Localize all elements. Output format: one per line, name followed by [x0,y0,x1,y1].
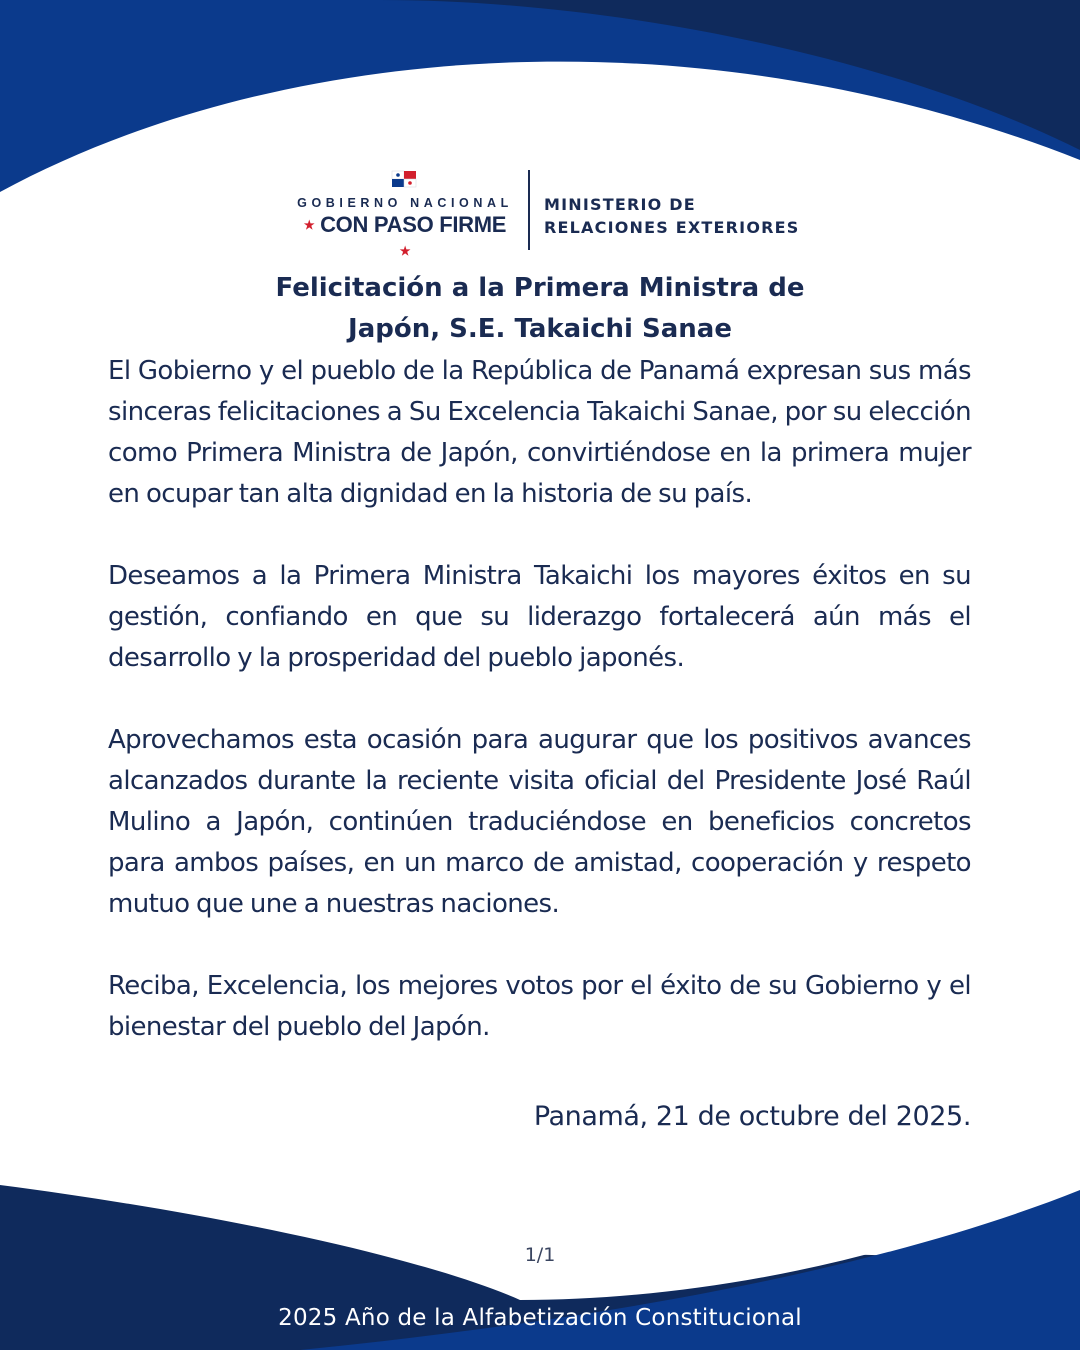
document-body [108,351,971,1048]
logo-divider [528,170,530,250]
title-line-2: Japón, S.E. Takaichi Sanae [348,314,732,344]
paragraph-3: Aprovechamos esta ocasión para augurar que los positivos avances alcanzados durante la reciente visita oficial del Presidente José Raúl Mulino a Japón, continúen traduciéndose en beneficios concretos para ambos países, en un marco de amistad, cooperación y respeto mutuo que une a nuestras naciones. [108,725,971,919]
document-date: Panamá, 21 de octubre del 2025. [533,1101,971,1132]
star-icon: ★ [303,218,315,232]
logo-flag [0,168,1080,258]
ministry-name-line1: MINISTERIO DE [544,195,696,214]
star-icon: ★ [399,244,411,258]
slogan-text: CON PASO FIRME [320,212,507,237]
paragraph-4: Reciba, Excelencia, los mejores votos por el éxito de su Gobierno y el bienestar del pueblo del Japón. [108,971,971,1042]
ministry-name-line2: RELACIONES EXTERIORES [544,218,800,237]
document-title [200,268,880,350]
paragraph-2: Deseamos a la Primera Ministra Takaichi los mayores éxitos en su gestión, confiando en que su liderazgo fortalecerá aún más el desarrollo y la prosperidad del pueblo japonés. [108,561,971,673]
page-indicator: 1/1 [524,1244,556,1266]
panama-flag-icon [392,171,416,187]
government-slogan [296,212,514,264]
government-label: GOBIERNO NACIONAL [297,196,513,210]
footer-slogan: 2025 Año de la Alfabetización Constitucional [278,1305,802,1331]
title-line-1: Felicitación a la Primera Ministra de [275,273,805,303]
paragraph-1: El Gobierno y el pueblo de la República de Panamá expresan sus más sinceras felicitaciones a Su Excelencia Takaichi Sanae, por su elección como Primera Ministra de Japón, convirtiéndose en la primera mujer en ocupar tan alta dignidad en la historia de su país. [108,356,971,509]
